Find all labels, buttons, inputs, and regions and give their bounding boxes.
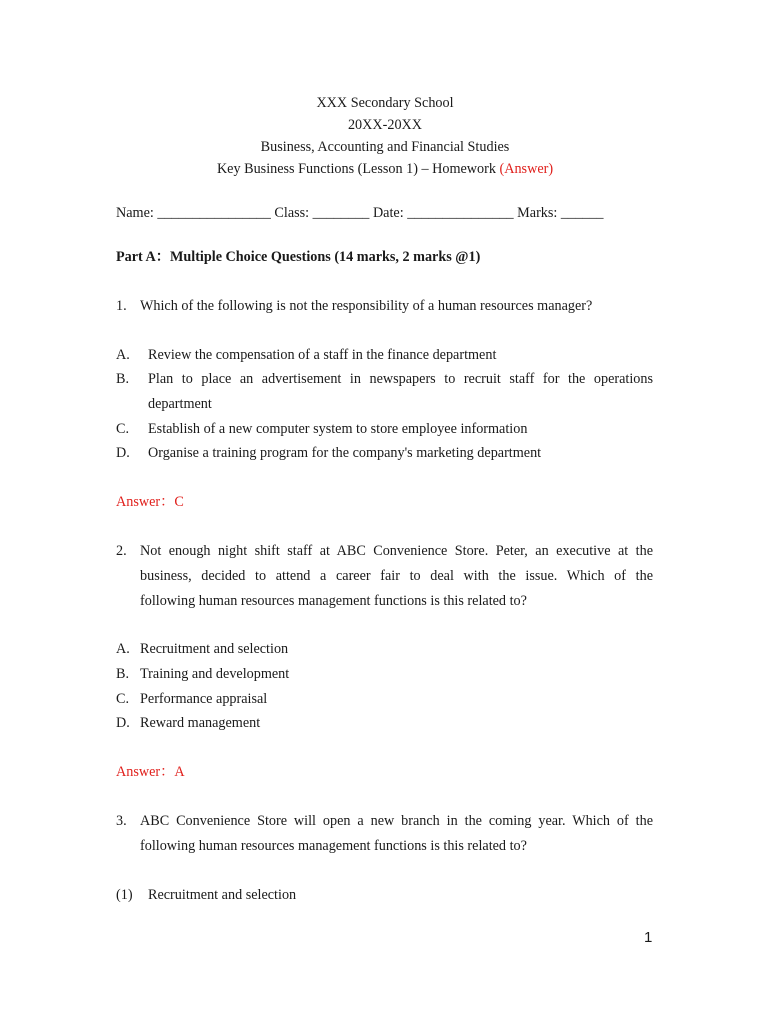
option-text-continued: department: [148, 396, 212, 412]
item-label: (1): [116, 887, 133, 903]
item-text: Recruitment and selection: [148, 887, 297, 903]
option-label: A.: [116, 347, 130, 363]
answer-tag: (Answer): [499, 161, 554, 177]
option-text: Reward management: [140, 715, 261, 731]
option-text: Performance appraisal: [140, 691, 268, 707]
option-label: B.: [116, 371, 130, 387]
option-text: Organise a training program for the company's marketing department: [148, 445, 542, 461]
option-label: C.: [116, 421, 130, 437]
question-text-line: following human resources management functions is this related to?: [140, 593, 527, 609]
option-label: B.: [116, 666, 130, 682]
question-text-line: business, decided to attend a career fair to deal with the issue. Which of the: [140, 568, 653, 584]
subject-title: Business, Accounting and Financial Studies: [260, 139, 510, 155]
option-label: A.: [116, 641, 130, 657]
option-label: D.: [116, 715, 130, 731]
question-text-line: ABC Convenience Store will open a new branch in the coming year. Which of the: [140, 813, 653, 829]
option-label: D.: [116, 445, 130, 461]
question-number: 3.: [116, 813, 127, 829]
question-text: Which of the following is not the responsibility of a human resources manager?: [140, 298, 593, 314]
academic-year: 20XX-20XX: [347, 117, 423, 133]
question-number: 2.: [116, 543, 127, 559]
question-text-line: Not enough night shift staff at ABC Convenience Store. Peter, an executive at the: [140, 543, 653, 559]
option-label: C.: [116, 691, 130, 707]
option-text: Review the compensation of a staff in the finance department: [148, 347, 497, 363]
homework-title-main: Key Business Functions (Lesson 1) – Homework: [216, 161, 500, 177]
school-name: XXX Secondary School: [316, 95, 454, 111]
question-text-line: following human resources management functions is this related to?: [140, 838, 527, 854]
option-text: Plan to place an advertisement in newspapers to recruit staff for the operations: [148, 371, 653, 387]
answer-text: Answer：C: [116, 494, 184, 510]
option-text: Training and development: [140, 666, 290, 682]
student-info-line: Name: ________________ Class: ________ Date: _______________ Marks: ______: [116, 205, 604, 221]
answer-text: Answer：A: [116, 764, 185, 780]
question-number: 1.: [116, 298, 127, 314]
part-a-heading: Part A：Multiple Choice Questions (14 marks, 2 marks @1): [116, 249, 481, 265]
homework-title: [0, 160, 770, 178]
option-text: Establish of a new computer system to store employee information: [148, 421, 528, 437]
page-number: 1: [644, 929, 653, 946]
option-text: Recruitment and selection: [140, 641, 289, 657]
